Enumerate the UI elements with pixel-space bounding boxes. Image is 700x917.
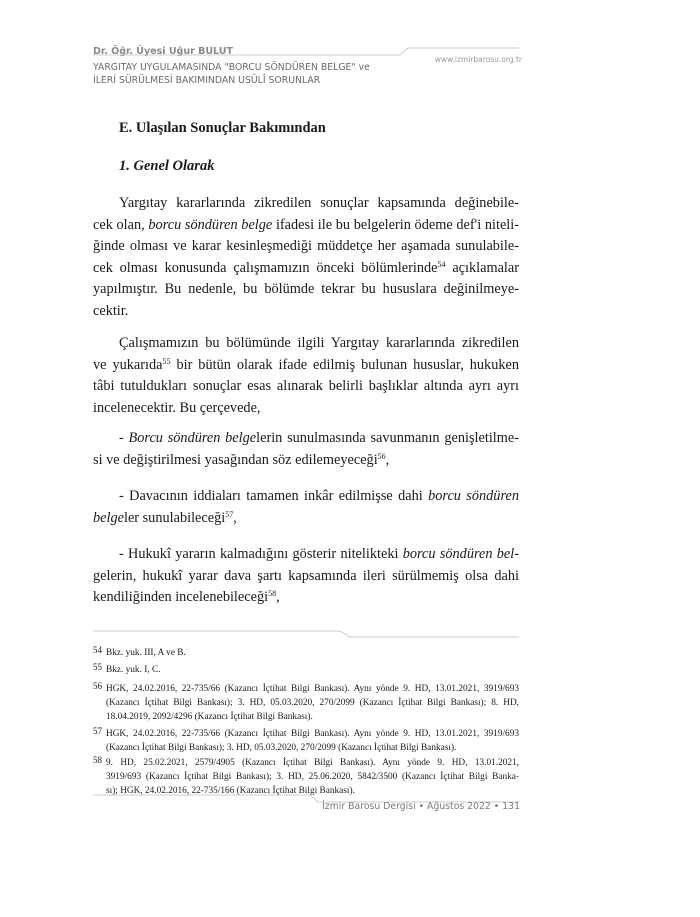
footnote-number: 57 (93, 726, 102, 736)
header-divider (0, 0, 700, 80)
footnote-number: 55 (93, 662, 102, 672)
footnote: 58 9. HD, 25.02.2021, 2579/4905 (Kazancı İçtihat Bilgi Bankası). Aynı yönde 9. HD, 13.01.2021, 3919/693 (Kazancı İçtihat Bilgi Bankası); 3. HD, 25.06.2020, 5842/3500 (Kazancı İçtihat Bilgi Banka- sı); HGK, 24.02.2016, 22-735/166 (Kazancı İçtihat Bilgi Bankası). (93, 755, 519, 796)
running-header-url: www.izmirbarosu.org.tr (434, 55, 522, 64)
body-paragraph: - Hukukî yararın kalmadığını gösterir nitelikteki borcu söndüren bel- gelerin, hukukî yarar dava şartı kapsamında ileri sürülmemiş olsa dahi kendiliğinden incelenebileceği$^{58}$, (93, 546, 520, 605)
footnote: 57 HGK, 24.02.2016, 22-735/66 (Kazancı İçtihat Bilgi Bankası). Aynı yönde 9. HD, 13.01.2021, 3919/693 (Kazancı İçtihat Bilgi Bankası); 3. HD, 05.03.2020, 270/2099 (Kazancı İçtihat Bilgi Bankası). (93, 726, 519, 753)
footnote-number: 56 (93, 681, 102, 691)
running-header-title-line: İLERİ SÜRÜLMESİ BAKIMINDAN USÛLÎ SORUNLAR (93, 74, 321, 86)
running-header-title-line: YARGITAY UYGULAMASINDA "BORCU SÖNDÜREN BELGE" ve (93, 62, 370, 73)
body-paragraph: Çalışmamızın bu bölümünde ilgili Yargıtay kararlarında zikredilen ve yukarıda$^{55}$ bir bütün olarak ifade edilmiş bulunan hususlar, hukuken tâbi tutuldukları sonuçlar esas alınarak belirli başlıklar altında ayrı ayrı incelenecektir. Bu çerçevede, (93, 335, 519, 416)
footnote-number: 58 (93, 755, 102, 765)
section-heading: E. Ulaşılan Sonuçlar Bakımından (119, 120, 326, 136)
running-header-author: Dr. Öğr. Üyesi Uğur BULUT (93, 46, 233, 57)
body-paragraph: Yargıtay kararlarında zikredilen sonuçlar kapsamında değinebile- cek olan, borcu söndüren belge ifadesi ile bu belgelerin ödeme def'i niteli- ğinde olması ve karar kesinleşmediği müddetçe her aşamada sunulabile- cek olması konusunda çalışmamızın önceki bölümlerinde$^{54}$ açıklamalar yapılmıştır. Bu nedenle, bu bölümde tekrar bu hususlara değinilmeye- cektir. (93, 195, 519, 319)
footnote: 56 HGK, 24.02.2016, 22-735/66 (Kazancı İçtihat Bilgi Bankası). Aynı yönde 9. HD, 13.01.2021, 3919/693 (Kazancı İçtihat Bilgi Bankası); 3. HD, 05.03.2020, 270/2099 (Kazancı İçtihat Bilgi Bankası); 8. HD, 18.04.2019, 2092/4296 (Kazancı İçtihat Bilgi Bankası). (93, 681, 519, 722)
footnote: 55 Bkz. yuk. I, C. (93, 662, 161, 675)
footnote-ref[interactable]: 54 (437, 259, 446, 269)
page-footer: İzmir Barosu Dergisi • Ağustos 2022 • 131 (322, 801, 520, 812)
footnote: 54 Bkz. yuk. III, A ve B. (93, 645, 186, 658)
body-paragraph: - Borcu söndüren belgelerin sunulmasında savunmanın genişletilme- si ve değiştirilmesi yasağından söz edilemeyeceği$^{56}$, (93, 430, 519, 468)
footnote-ref[interactable]: 56 (377, 451, 386, 461)
footnote-ref[interactable]: 55 (162, 356, 171, 366)
subsection-heading: 1. Genel Olarak (119, 158, 215, 174)
footnote-ref[interactable]: 57 (225, 509, 234, 519)
footnote-number: 54 (93, 645, 102, 655)
body-paragraph: - Davacının iddiaları tamamen inkâr edilmişse dahi borcu söndüren belgeler sunulabileceği$^{57}$, (93, 488, 519, 526)
footnote-ref[interactable]: 58 (268, 589, 277, 598)
